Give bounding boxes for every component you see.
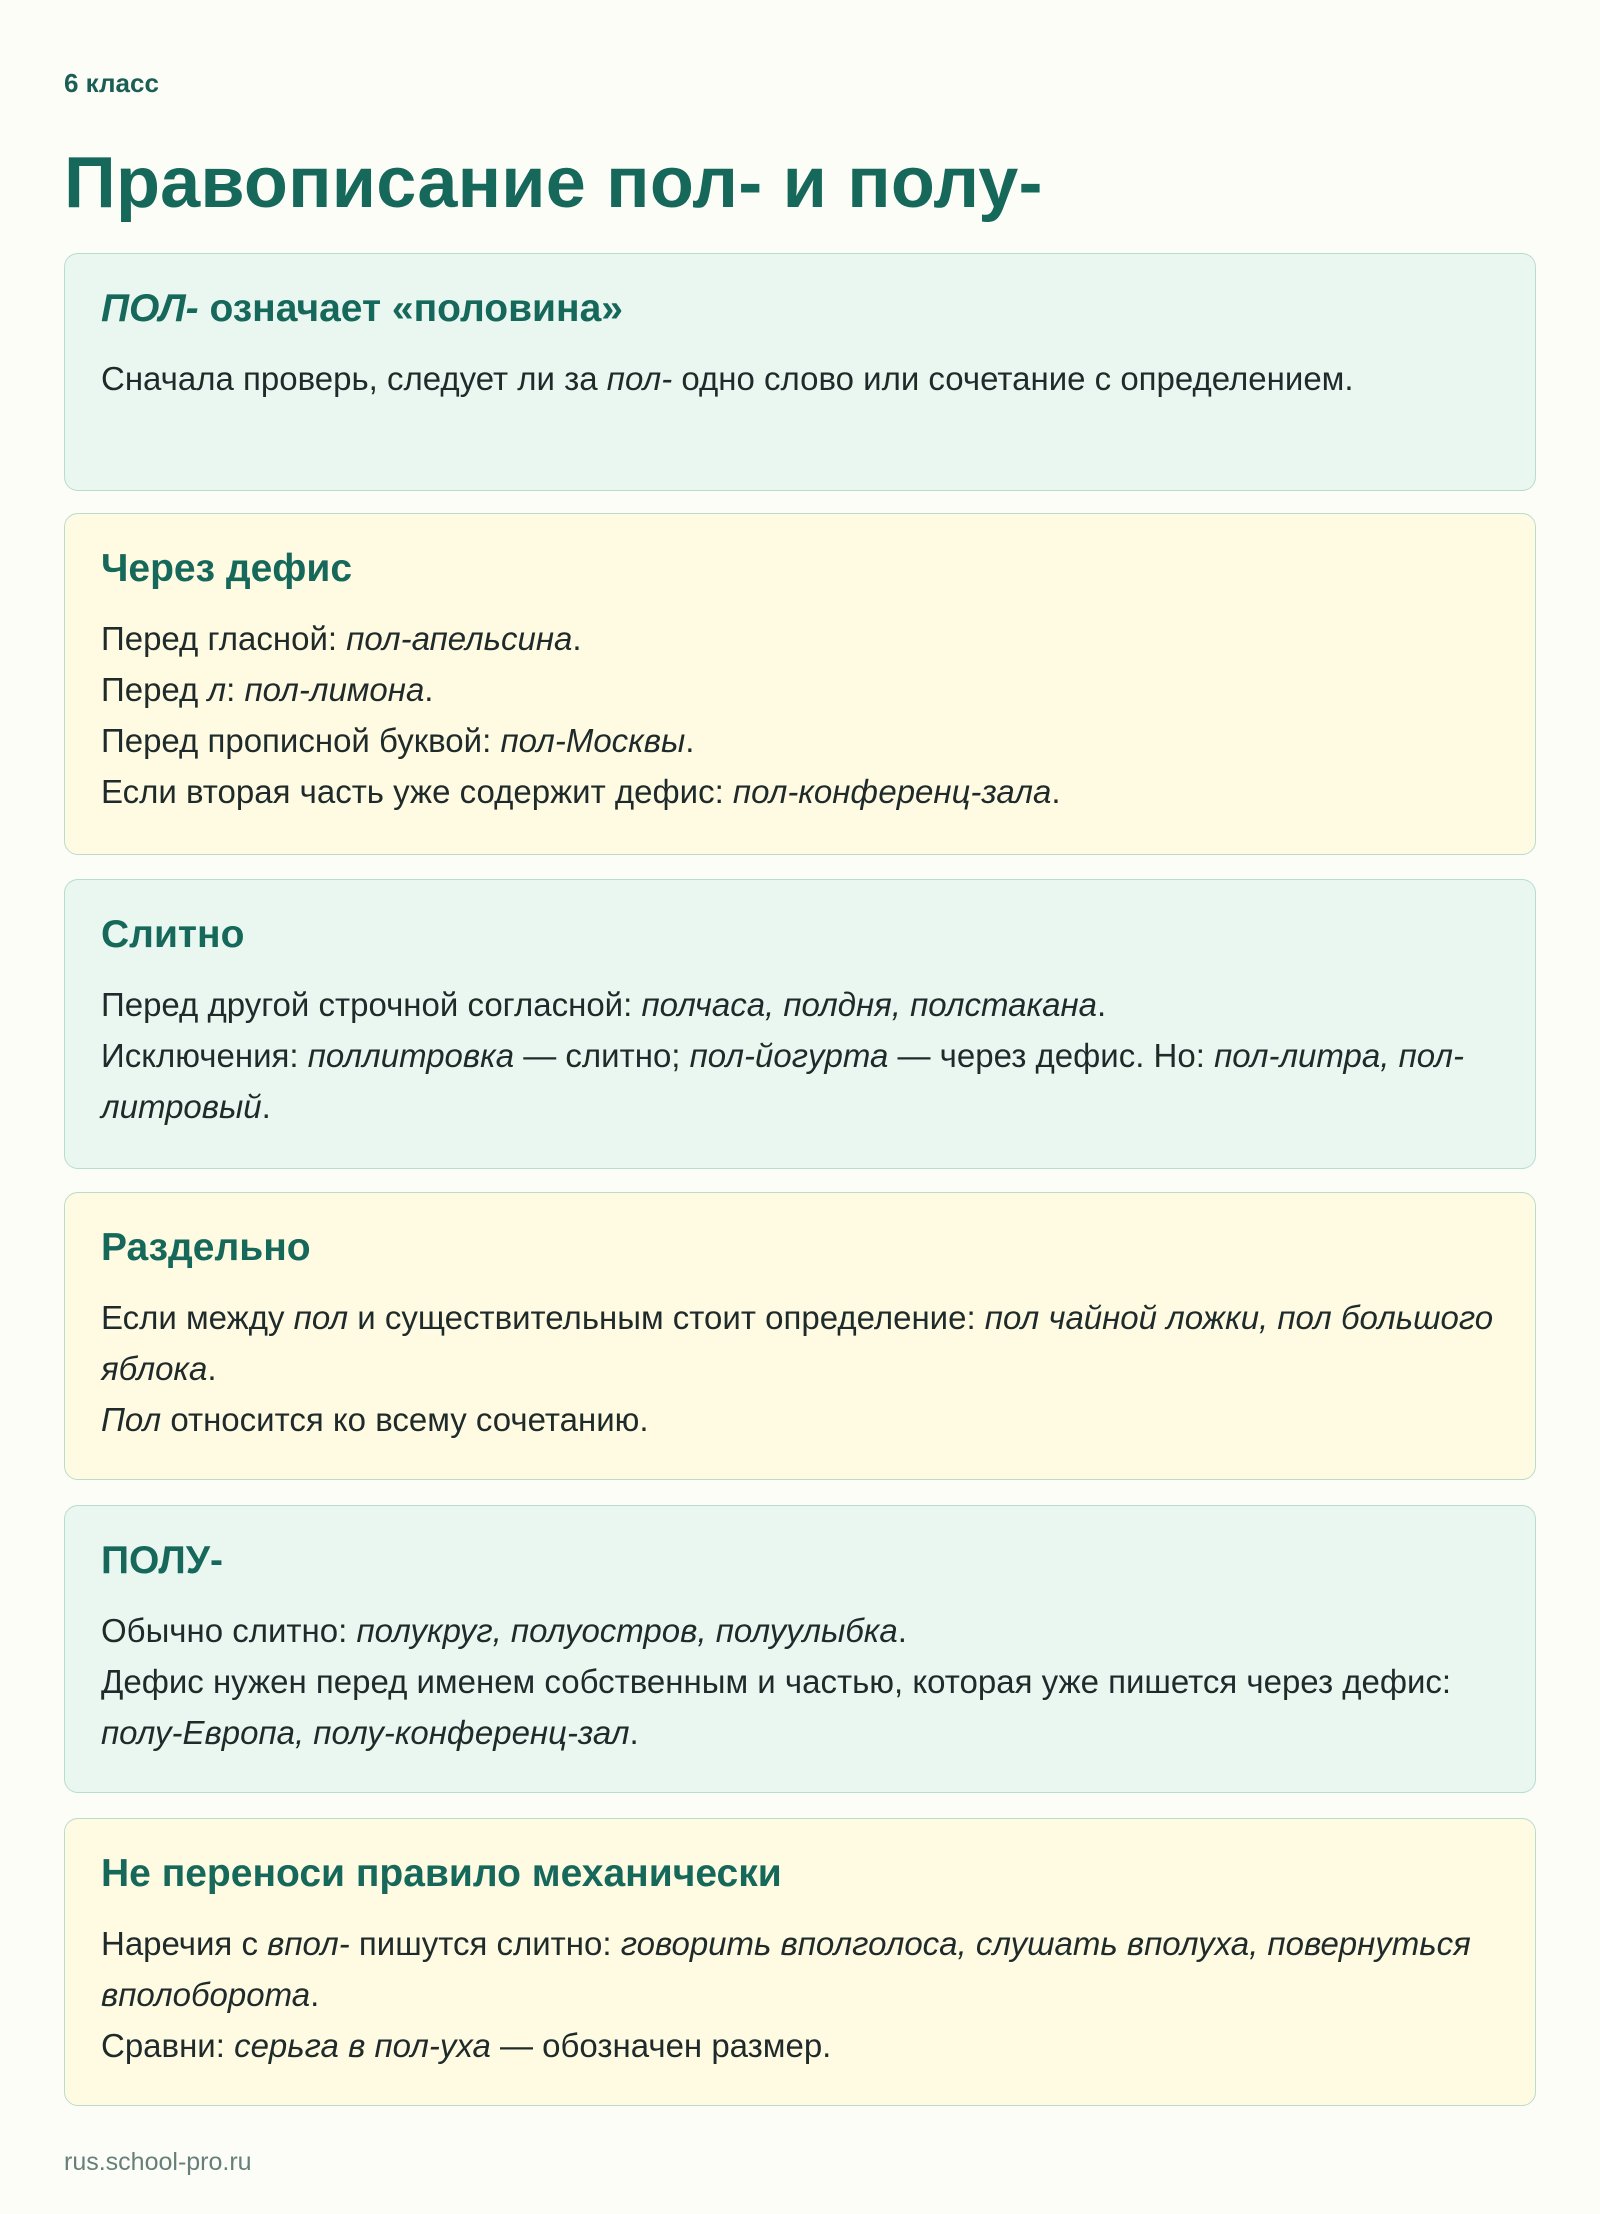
card-heading: Слитно xyxy=(101,913,245,956)
card-line: Перед прописной буквой: пол-Москвы. xyxy=(101,721,695,759)
card-line: Исключения: поллитровка — слитно; пол-йогурта — через дефис. Но: пол-литра, пол-литровый. xyxy=(101,1036,1464,1125)
card-heading: Раздельно xyxy=(101,1226,311,1269)
card-heading: Не переноси правило механически xyxy=(101,1852,782,1895)
card-polu xyxy=(64,1505,1536,1793)
card-line: Перед другой строчной согласной: полчаса, полдня, полстакана. xyxy=(101,985,1107,1023)
footer-site: rus.school-pro.ru xyxy=(64,2148,252,2176)
card-heading: Через дефис xyxy=(101,547,353,590)
heading-emphasis: ПОЛ- xyxy=(101,287,199,330)
card-line: Перед гласной: пол-апельсина. xyxy=(101,619,582,657)
card-pol-meaning xyxy=(64,253,1536,491)
heading-text: означает «половина» xyxy=(198,287,623,330)
card-heading: ПОЛУ- xyxy=(101,1539,224,1582)
grade-label: 6 класс xyxy=(64,68,159,98)
card-line: Пол относится ко всему сочетанию. xyxy=(101,1400,649,1438)
card-line: Перед л: пол-лимона. xyxy=(101,670,434,708)
card-line: Обычно слитно: полукруг, полуостров, полуулыбка. xyxy=(101,1611,907,1649)
card-warning xyxy=(64,1818,1536,2106)
card-separate xyxy=(64,1192,1536,1480)
card-heading xyxy=(101,286,1499,333)
card-solid xyxy=(64,879,1536,1169)
card-line: Если между пол и существительным стоит определение: пол чайной ложки, пол большого яблока. xyxy=(101,1298,1494,1387)
card-hyphen xyxy=(64,513,1536,855)
card-text: Сначала проверь, следует ли за пол- одно слово или сочетание с определением. xyxy=(101,359,1354,397)
card-line: Если вторая часть уже содержит дефис: пол-конференц-зала. xyxy=(101,772,1061,810)
card-line: Сравни: серьга в пол-уха — обозначен размер. xyxy=(101,2026,832,2064)
page-title: Правописание пол- и полу- xyxy=(64,143,1043,223)
card-line: Наречия с впол- пишутся слитно: говорить вполголоса, слушать вполуха, повернуться вполоборота. xyxy=(101,1924,1471,2013)
card-line: Дефис нужен перед именем собственным и частью, которая уже пишется через дефис: полу-Европа, полу-конференц-зал. xyxy=(101,1662,1452,1751)
